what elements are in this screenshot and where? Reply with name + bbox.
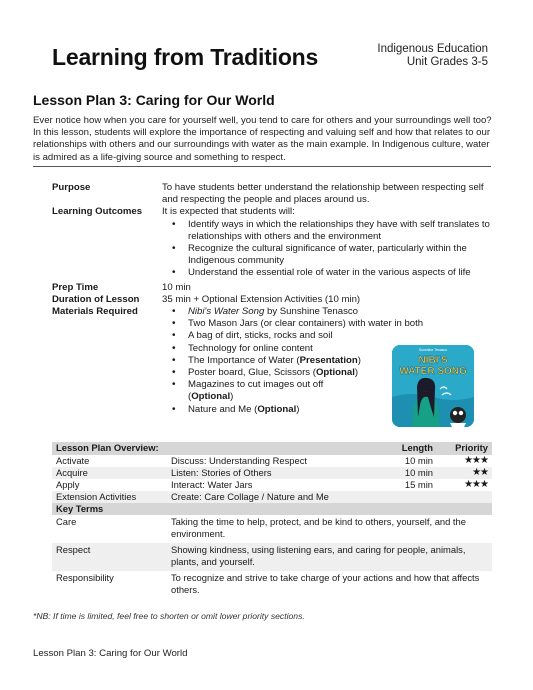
purpose-row bbox=[52, 182, 492, 206]
table-row: Acquire Listen: Stories of Others 10 min ★★ bbox=[52, 467, 492, 479]
purpose-label: Purpose bbox=[52, 182, 91, 193]
table-row: Extension Activities Create: Care Collage / Nature and Me bbox=[52, 491, 492, 503]
list-item: • Two Mason Jars (or clear containers) with water in both bbox=[162, 318, 492, 330]
outcomes-label: Learning Outcomes bbox=[52, 206, 143, 218]
cover-title-line2: WATER SONG bbox=[399, 366, 467, 377]
page-footer: Lesson Plan 3: Caring for Our World bbox=[33, 648, 188, 659]
table-row bbox=[52, 571, 492, 599]
materials-label: Materials Required bbox=[52, 306, 138, 318]
cover-title-line1: NIBI'S bbox=[418, 355, 448, 366]
duration-value: 35 min + Optional Extension Activities (10 min) bbox=[162, 293, 361, 305]
unit-subject: Indigenous Education bbox=[377, 43, 488, 55]
outcomes-row bbox=[52, 206, 492, 279]
prep-value: 10 min bbox=[162, 281, 191, 293]
divider bbox=[33, 166, 491, 167]
book-cover-illustration bbox=[392, 345, 474, 427]
duration-label: Duration of Lesson bbox=[52, 293, 140, 305]
purpose-text: To have students better understand the relationship between respecting self and respecting the people and places around us. bbox=[162, 182, 484, 206]
overview-header: Lesson Plan Overview: bbox=[52, 442, 382, 455]
book-cover-image bbox=[392, 345, 474, 427]
prep-row bbox=[52, 282, 492, 294]
prep-label: Prep Time bbox=[52, 281, 99, 293]
duration-row bbox=[52, 294, 492, 306]
priority-header: Priority bbox=[437, 442, 492, 455]
document-title: Learning from Traditions bbox=[52, 44, 319, 70]
unit-grades: Unit Grades 3-5 bbox=[406, 56, 488, 68]
table-header-row bbox=[52, 442, 492, 455]
list-item: • The Importance of Water (Presentation) bbox=[162, 355, 362, 367]
unit-label bbox=[377, 43, 488, 69]
table-row: Apply Interact: Water Jars 15 min ★★★ bbox=[52, 479, 492, 491]
list-item: • Poster board, Glue, Scissors (Optional) bbox=[162, 367, 362, 379]
list-item: • Nature and Me (Optional) bbox=[162, 404, 362, 416]
list-item: • Understand the essential role of water in the various aspects of life bbox=[162, 267, 492, 279]
list-item: • Magazines to cut images out off (Optional) bbox=[162, 379, 362, 403]
key-terms-header: Key Terms bbox=[52, 503, 492, 515]
term: Care bbox=[56, 516, 77, 527]
priority-stars: ★★ bbox=[437, 467, 492, 479]
table-row bbox=[52, 515, 492, 543]
term: Responsibility bbox=[56, 572, 114, 583]
lesson-title: Lesson Plan 3: Caring for Our World bbox=[33, 92, 275, 108]
priority-note: *NB: If time is limited, feel free to shorten or omit lower priority sections. bbox=[33, 611, 305, 621]
lesson-overview-table bbox=[52, 442, 492, 599]
book-title: Nibi's Water Song bbox=[188, 306, 265, 318]
list-item: • Recognize the cultural significance of water, particularly within the Indigenous community bbox=[162, 243, 492, 267]
table-row bbox=[52, 543, 492, 571]
table-row: Activate Discuss: Understanding Respect 10 min ★★★ bbox=[52, 455, 492, 467]
cover-author: Sunshine Tenasco bbox=[418, 348, 448, 352]
list-item: • Technology for online content bbox=[162, 343, 362, 355]
term: Respect bbox=[52, 543, 167, 571]
list-item: • A bag of dirt, sticks, rocks and soil bbox=[162, 330, 362, 342]
lesson-intro: Ever notice how when you care for yourself well, you tend to care for others and your surroundings well too? In this lesson, students will explore the importance of respecting and valuing self and how that relates to our relationships with others and our surroundings with water as the main example. In Indigenous culture, water is admired as a life-giving source and something to respect. bbox=[33, 115, 492, 163]
priority-stars: ★★★ bbox=[464, 455, 488, 466]
term-definition: To recognize and strive to take charge of your actions and how that affects others. bbox=[171, 572, 480, 595]
key-terms-header-row bbox=[52, 503, 492, 515]
outcomes-list bbox=[162, 219, 492, 280]
list-item: • Nibi's Water Song by Sunshine Tenasco bbox=[162, 306, 362, 318]
list-item: • Identify ways in which the relationships they have with self translates to relationships with others and the environment bbox=[162, 219, 492, 243]
term-definition: Taking the time to help, protect, and be kind to others, yourself, and the environment. bbox=[171, 516, 466, 539]
outcomes-intro: It is expected that students will: bbox=[162, 206, 295, 218]
priority-stars: ★★★ bbox=[464, 479, 488, 490]
term-definition: Showing kindness, using listening ears, and caring for people, animals, plants, and yourself. bbox=[167, 543, 492, 571]
length-header: Length bbox=[382, 442, 437, 455]
